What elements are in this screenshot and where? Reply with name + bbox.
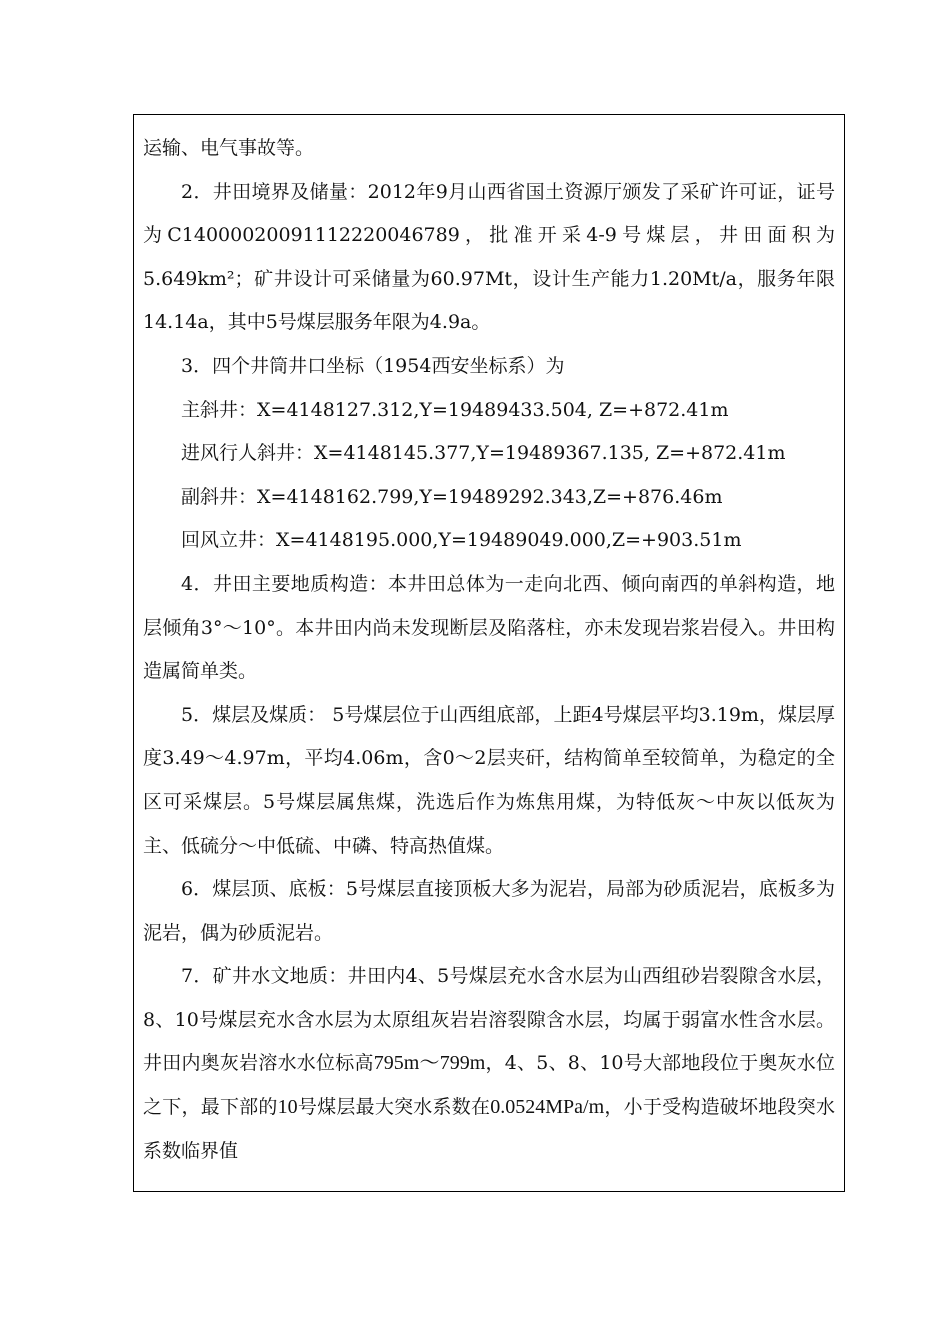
paragraph-accident-types: 运输、电气事故等。 xyxy=(143,137,315,159)
hydrogeology-text-1: 7．矿井水文地质：井田内4、5号煤层充水含水层为山西组砂岩裂隙含水层，8、10号煤层充水含水层为太原组灰岩岩溶裂隙含水层，均属于弱富水性含水层。井田内奥灰岩溶水水位标高 xyxy=(143,965,835,1075)
paragraph-roof-floor: 6．煤层顶、底板：5号煤层直接顶板大多为泥岩，局部为砂质泥岩，底板多为泥岩，偶为砂质泥岩。 xyxy=(143,878,835,944)
paragraph-geological-structure: 4．井田主要地质构造：本井田总体为一走向北西、倾向南西的单斜构造，地层倾角3°～10°。本井田内尚未发现断层及陷落柱，亦未发现岩浆岩侵入。井田构造属简单类。 xyxy=(143,572,835,683)
water-inrush-coefficient: 0.0524MPa/m xyxy=(490,1096,605,1119)
coordinate-intake-man-shaft: 进风行人斜井：X=4148145.377,Y=19489367.135, Z=+872.41m xyxy=(181,442,786,465)
document-text-box xyxy=(133,114,845,1192)
water-level-range: 795m～799m xyxy=(373,1052,486,1075)
paragraph-coal-seam-quality: 5．煤层及煤质： 5号煤层位于山西组底部，上距4号煤层平均3.19m，煤层厚度3.49～4.97m，平均4.06m，含0～2层夹矸，结构简单至较简单，为稳定的全区可采煤层。5号煤层属焦煤，洗选后作为炼焦用煤，为特低灰～中灰以低灰为主、低硫分～中低硫、中磷、特高热值煤。 xyxy=(143,703,835,857)
document-content xyxy=(134,115,844,1173)
hydrogeology-text-4: ，小于受构造破坏地段突水系数临界值 xyxy=(143,1096,835,1162)
coordinate-auxiliary-inclined-shaft: 副斜井：X=4148162.799,Y=19489292.343,Z=+876.46m xyxy=(181,485,723,508)
hydrogeology-text-3: 号煤层最大突水系数在 xyxy=(297,1096,491,1119)
paragraph-shaft-coordinates-title: 3．四个井筒井口坐标（1954西安坐标系）为 xyxy=(181,354,565,377)
coordinate-return-air-shaft: 回风立井：X=4148195.000,Y=19489049.000,Z=+903.51m xyxy=(181,529,742,552)
seam-number-10: 10 xyxy=(277,1096,298,1119)
paragraph-boundary-reserves: 2．井田境界及储量：2012年9月山西省国土资源厅颁发了采矿许可证，证号为C1400002009111222004​6789，批准开采4-9号煤层，井田面积为5.649km²；矿井设计可采储量为60.97Mt，设计生产能力1.20Mt/a，服务年限14.14a，其中5号煤层服务年限为4.9a。 xyxy=(143,180,835,334)
hydrogeology-text-2: ，4、5、8、10号大部地段位于奥灰水位之下，最下部的 xyxy=(143,1052,835,1119)
coordinate-main-inclined-shaft: 主斜井：X=4148127.312,Y=19489433.504, Z=+872.41m xyxy=(181,398,729,421)
paragraph-hydrogeology xyxy=(143,955,835,1173)
